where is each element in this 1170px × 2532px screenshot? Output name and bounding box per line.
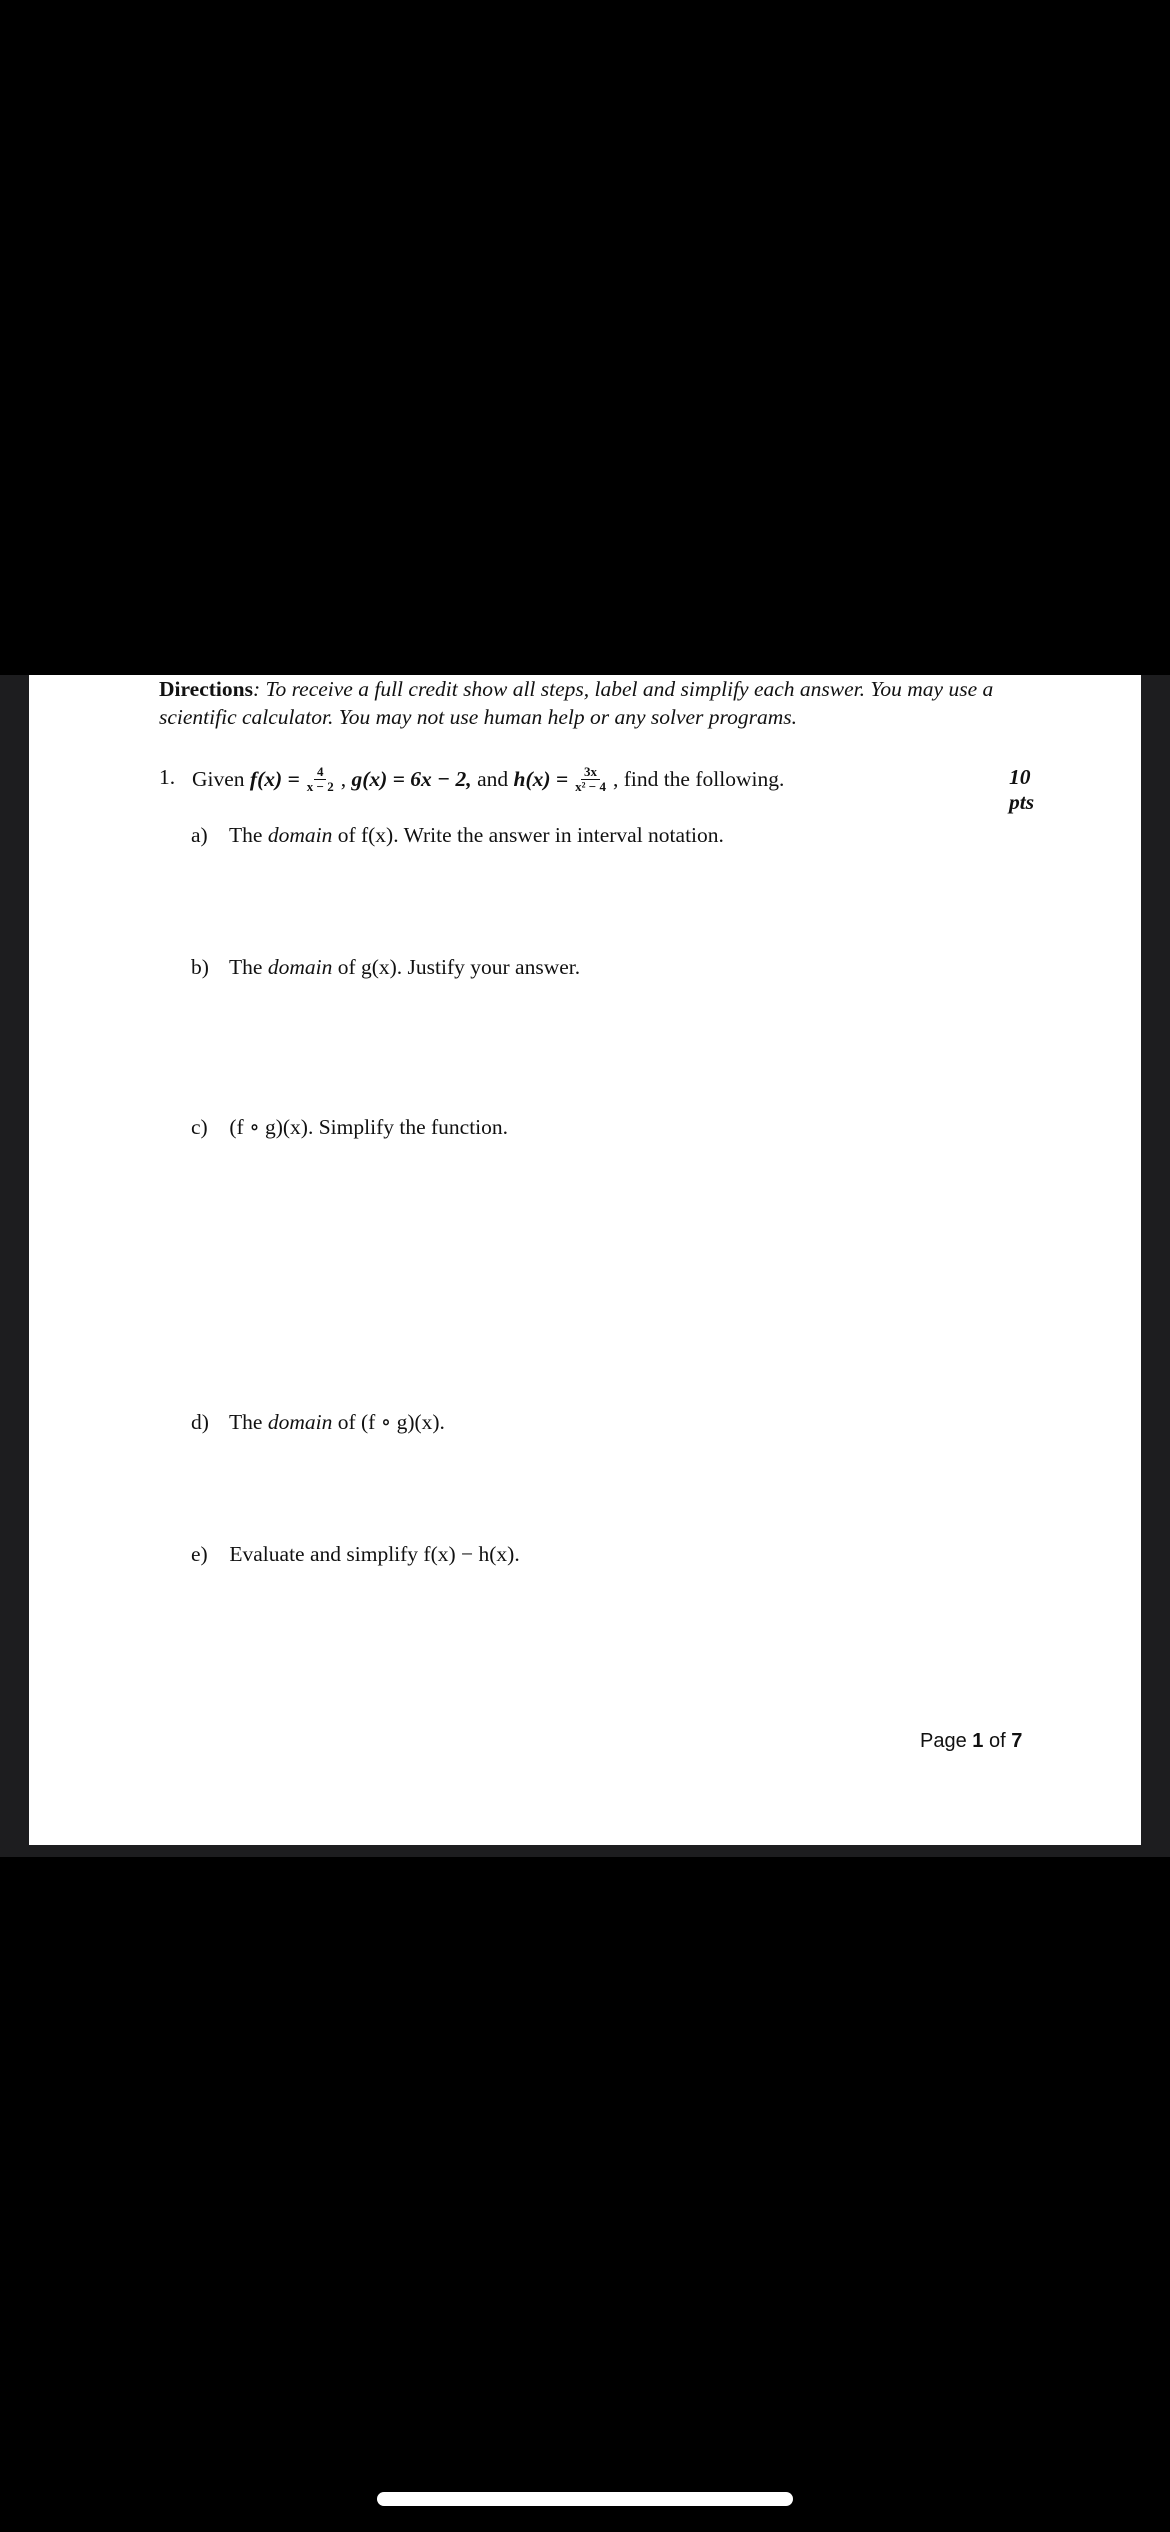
part-e — [191, 1542, 520, 1567]
page-number — [920, 1730, 1022, 1753]
part-text: of (f ∘ g)(x). — [337, 1410, 445, 1434]
page-current: 1 — [972, 1730, 984, 1752]
document-page — [29, 675, 1141, 1845]
directions-paragraph — [159, 675, 1039, 731]
f-numerator: 4 — [314, 765, 327, 780]
part-c — [191, 1115, 508, 1140]
part-text: Evaluate and simplify f(x) − h(x). — [229, 1542, 520, 1566]
and-word: and — [477, 766, 509, 791]
part-a — [191, 823, 724, 848]
part-label: d) — [191, 1410, 209, 1434]
part-label: c) — [191, 1115, 208, 1139]
g-definition: g(x) = 6x − 2, — [351, 766, 472, 791]
part-text: (f ∘ g)(x). Simplify the function. — [229, 1115, 509, 1139]
part-pre: The — [229, 1410, 263, 1434]
h-fraction — [572, 765, 609, 794]
directions-label: Directions — [159, 677, 253, 701]
question-tail: find the following. — [623, 766, 785, 791]
part-label: e) — [191, 1542, 208, 1566]
given-word: Given — [192, 766, 245, 791]
f-definition: f(x) = — [249, 766, 300, 791]
question-1 — [159, 760, 1059, 814]
part-pre: The — [229, 823, 263, 847]
h-definition: h(x) = — [513, 766, 569, 791]
page-prefix: Page — [920, 1730, 967, 1752]
part-text: of f(x). Write the answer in interval notation. — [337, 823, 724, 847]
part-d — [191, 1410, 445, 1435]
f-denominator: x − 2 — [306, 778, 334, 794]
h-numerator: 3x — [581, 765, 600, 780]
page-total: 7 — [1011, 1730, 1023, 1752]
part-emphasis: domain — [267, 955, 333, 979]
part-b — [191, 955, 580, 980]
part-label: a) — [191, 823, 208, 847]
question-statement: Given f(x) = $\frac{4}{x - 2}$ , g(x) = 6x − 2, and h(x) = $\frac{3x}{\text{x² − 4}}$ , find the following. — [192, 763, 785, 794]
directions-text: : To receive a full credit show all steps, label and simplify each answer. You may use a scientific calculator. You may not use human help or any solver programs. — [159, 677, 994, 729]
part-emphasis: domain — [267, 1410, 333, 1434]
question-number: 1. — [159, 765, 176, 789]
h-denominator: x² − 4 — [575, 778, 606, 794]
home-indicator[interactable] — [377, 2492, 793, 2506]
f-fraction — [304, 765, 337, 794]
part-text: of g(x). Justify your answer. — [337, 955, 581, 979]
points-value: 10 pts — [1009, 765, 1035, 814]
part-pre: The — [229, 955, 263, 979]
part-label: b) — [191, 955, 209, 979]
part-emphasis: domain — [267, 823, 333, 847]
page-of: of — [988, 1730, 1006, 1752]
